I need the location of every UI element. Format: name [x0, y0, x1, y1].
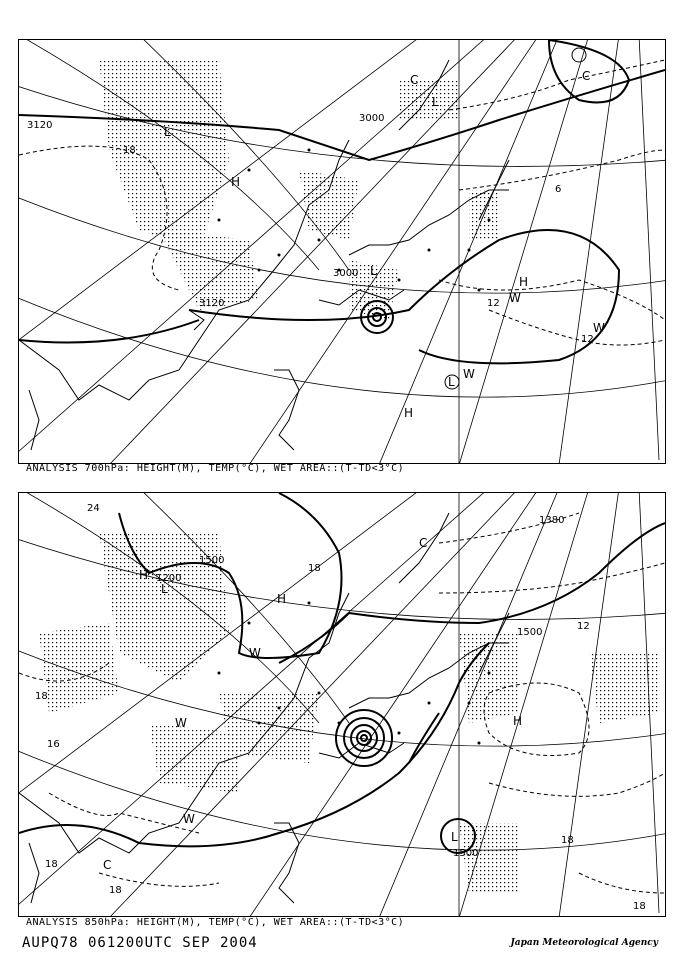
pressure-center: H	[277, 592, 287, 606]
pressure-center: C	[103, 858, 112, 872]
temperature-label: 18	[123, 145, 136, 156]
height-label: 1500	[517, 627, 543, 638]
temperature-label: 18	[35, 691, 48, 702]
temperature-label: 18	[308, 563, 321, 574]
height-label: 1200	[156, 573, 182, 584]
temperature-label: 18	[109, 885, 122, 896]
height-label: 3120	[199, 298, 225, 309]
temperature-label: 16	[47, 739, 60, 750]
temperature-label: 24	[87, 503, 100, 514]
pressure-center: W	[463, 367, 475, 381]
temperature-label: 18	[45, 859, 58, 870]
height-label: 3000	[333, 268, 359, 279]
pressure-center: L	[448, 375, 455, 389]
temperature-label: 18	[633, 901, 646, 912]
map-700hpa-graphic	[19, 40, 665, 463]
map-panel-700hpa	[18, 39, 666, 464]
height-label: 3120	[27, 120, 53, 131]
pressure-center: H	[139, 568, 149, 582]
pressure-center: L	[161, 582, 168, 596]
temperature-label: 12	[581, 334, 594, 345]
map-panel-850hpa	[18, 492, 666, 917]
map-850hpa-graphic	[19, 493, 665, 916]
pressure-center: W	[509, 291, 521, 305]
height-label: 3000	[359, 113, 385, 124]
height-label: 1500	[453, 848, 479, 859]
caption-850hpa: ANALYSIS 850hPa: HEIGHT(M), TEMP(°C), WET AREA::(T-TD<3°C)	[26, 917, 405, 928]
pressure-center: W	[183, 812, 195, 826]
center-marker	[572, 48, 586, 62]
bulletin-code: AUPQ78 061200UTC SEP 2004	[22, 935, 258, 951]
height-label: 1380	[539, 515, 565, 526]
pressure-center: H	[519, 275, 529, 289]
pressure-center: C	[419, 536, 428, 550]
height-label: 1500	[199, 555, 225, 566]
temperature-label: 18	[561, 835, 574, 846]
pressure-center: W	[175, 716, 187, 730]
pressure-center: L	[432, 95, 439, 109]
pressure-center: C	[582, 69, 591, 83]
temperature-label: 12	[577, 621, 590, 632]
pressure-center: L	[370, 264, 377, 278]
pressure-center: W	[593, 321, 605, 335]
temperature-label: 12	[487, 298, 500, 309]
pressure-center: L	[164, 125, 171, 139]
pressure-center: H	[513, 714, 523, 728]
caption-700hpa: ANALYSIS 700hPa: HEIGHT(M), TEMP(°C), WET AREA::(T-TD<3°C)	[26, 463, 405, 474]
pressure-center: C	[410, 73, 419, 87]
temperature-label: 6	[555, 184, 562, 195]
pressure-center: L	[451, 830, 458, 844]
pressure-center: H	[404, 406, 414, 420]
agency-label: Japan Meteorological Agency	[510, 938, 658, 948]
pressure-center: H	[231, 175, 241, 189]
pressure-center: W	[249, 646, 261, 660]
